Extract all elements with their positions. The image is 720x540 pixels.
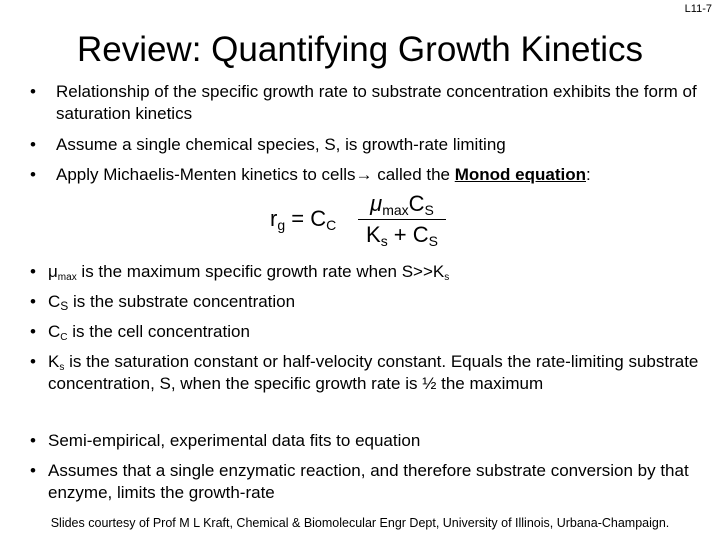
- bullet-text-pre: Apply Michaelis-Menten kinetics to cells→ called the: [56, 165, 455, 184]
- bullet-substrate-conc: [30, 291, 700, 313]
- denominator-plus-c: + C: [387, 222, 429, 247]
- equation-denominator: [358, 221, 446, 249]
- mu-symbol: μ: [48, 262, 58, 281]
- slide-title: Review: Quantifying Growth Kinetics: [76, 30, 644, 69]
- mu-max-text: is the maximum specific growth rate when S>>K: [76, 262, 445, 281]
- cs-symbol: C: [48, 292, 61, 311]
- numerator-c: C: [408, 191, 425, 216]
- bullet-marker: •: [30, 292, 36, 311]
- ks-symbol: K: [48, 352, 60, 371]
- ks-text: is the saturation constant or half-velocity constant. Equals the rate-limiting substrate concentration, S, when the specific growth rate is ½ the maximum: [48, 352, 699, 393]
- mu-max-subscript: max: [57, 272, 77, 283]
- bullet-text: Semi-empirical, experimental data fits to equation: [48, 431, 421, 450]
- bullet-semi-empirical: [30, 430, 700, 452]
- equals-cell-conc: = C: [285, 206, 327, 231]
- bullet-text-post: :: [586, 165, 591, 184]
- bullet-text: Assume a single chemical species, S, is growth-rate limiting: [56, 135, 506, 154]
- slide-number: L11-7: [684, 3, 712, 15]
- fraction-bar: [358, 219, 446, 220]
- equation-fraction: [358, 190, 446, 249]
- mu-subscript: max: [382, 202, 409, 218]
- bullet-marker: •: [30, 135, 36, 154]
- numerator-c-subscript: S: [424, 202, 434, 218]
- bullet-saturation-constant: [30, 351, 700, 395]
- rate-subscript: g: [277, 217, 286, 233]
- bullet-text: [48, 351, 700, 395]
- cc-subscript: C: [60, 332, 68, 343]
- bullet-single-enzyme: [30, 460, 700, 504]
- bullet-marker: •: [30, 431, 36, 450]
- cs-text: is the substrate concentration: [68, 292, 296, 311]
- cc-text: is the cell concentration: [67, 322, 250, 341]
- denominator-k-subscript: s: [380, 233, 388, 249]
- bullet-saturation-kinetics: [30, 81, 700, 125]
- equation-numerator: [358, 190, 446, 218]
- bullet-text: Assumes that a single enzymatic reaction, and therefore substrate conversion by that enzyme, limits the growth-rate: [48, 461, 689, 502]
- bullet-text: [48, 261, 700, 283]
- equation-lhs: [270, 206, 336, 232]
- mu-symbol: μ: [370, 191, 383, 216]
- bullet-text: Relationship of the specific growth rate to substrate concentration exhibits the form of saturation kinetics: [56, 82, 697, 123]
- rate-symbol: r: [270, 206, 278, 231]
- bullet-text: [48, 321, 700, 343]
- bullet-marker: •: [30, 165, 36, 184]
- monod-equation-term: Monod equation: [454, 165, 586, 184]
- monod-equation: [270, 190, 470, 252]
- ks-subscript: s: [59, 362, 65, 373]
- bullet-text: [56, 164, 700, 186]
- bullet-mu-max: [30, 261, 700, 283]
- bullet-michaelis-menten: [30, 164, 700, 186]
- bullet-marker: •: [30, 262, 36, 281]
- bullet-marker: •: [30, 352, 36, 371]
- bullet-single-species: [30, 134, 700, 156]
- bullet-marker: •: [30, 82, 36, 101]
- bullet-marker: •: [30, 461, 36, 480]
- ks-subscript: s: [444, 272, 450, 283]
- bullet-marker: •: [30, 322, 36, 341]
- denominator-k: K: [366, 222, 381, 247]
- cs-subscript: S: [60, 299, 69, 313]
- bullet-cell-conc: [30, 321, 700, 343]
- slide-footer: Slides courtesy of Prof M L Kraft, Chemical & Biomolecular Engr Dept, University of Illinois, Urbana-Champaign.: [50, 516, 670, 530]
- denominator-c-subscript: S: [428, 233, 438, 249]
- cell-conc-subscript: C: [326, 217, 337, 233]
- bullet-text: [48, 291, 700, 313]
- cc-symbol: C: [48, 322, 61, 341]
